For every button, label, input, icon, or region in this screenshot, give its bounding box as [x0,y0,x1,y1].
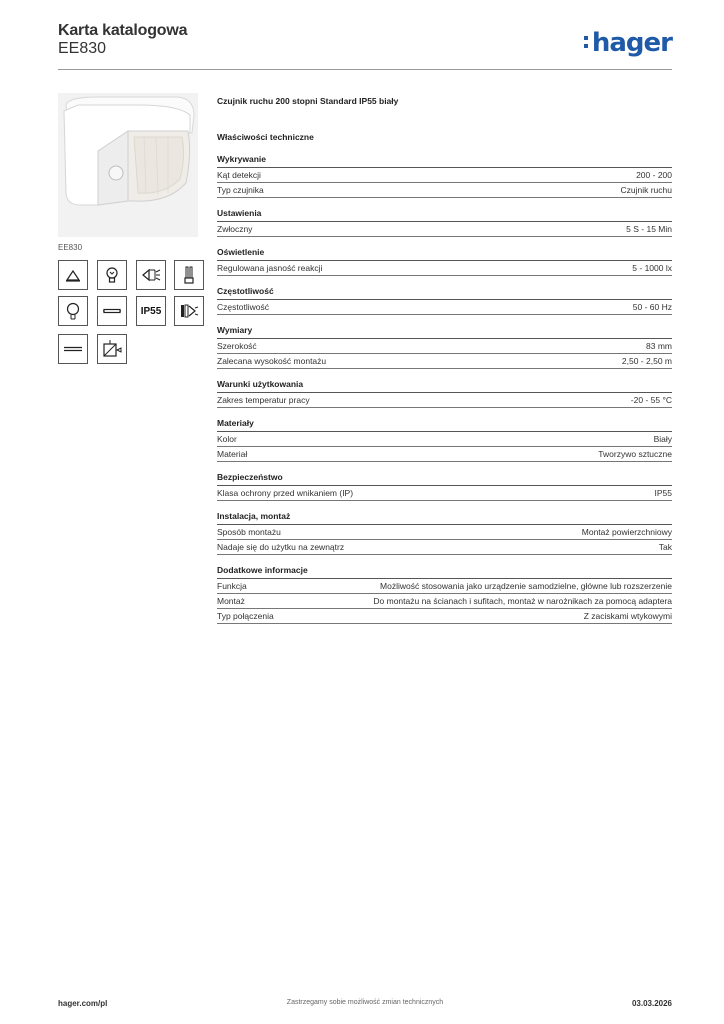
spec-row [217,579,672,594]
spec-value: Z zaciskami wtykowymi [583,611,672,621]
document-title: Karta katalogowa [58,22,188,39]
photo-caption: EE830 [58,243,83,252]
hager-logo [592,28,672,58]
fluorescent-lamp-icon [174,260,204,290]
spec-key: Zakres temperatur pracy [217,395,310,405]
spec-key: Typ czujnika [217,185,264,195]
spec-sections [217,154,672,624]
spec-section-title: Bezpieczeństwo [217,472,672,486]
spec-value: Możliwość stosowania jako urządzenie samodzielne, główne lub rozszerzenie [380,581,672,591]
spec-section-title: Warunki użytkowania [217,379,672,393]
spec-section-title: Ustawienia [217,208,672,222]
spec-value: 50 - 60 Hz [632,302,672,312]
spec-key: Klasa ochrony przed wnikaniem (IP) [217,488,354,498]
spec-key: Materiał [217,449,248,459]
spec-key: Częstotliwość [217,302,269,312]
spec-row [217,354,672,369]
spec-section [217,379,672,408]
page-header [58,22,672,70]
spec-row [217,339,672,354]
logo-dots [584,36,588,52]
spec-section-title: Oświetlenie [217,247,672,261]
footer-date: 03.03.2026 [631,999,672,1008]
spec-section-title: Częstotliwość [217,286,672,300]
spec-key: Sposób montażu [217,527,281,537]
logo-text: hager [591,28,672,58]
spec-section [217,154,672,198]
technical-specifications [217,96,672,634]
spec-row [217,540,672,555]
spec-key: Regulowana jasność reakcji [217,263,323,273]
spec-section-title: Materiały [217,418,672,432]
spec-section [217,472,672,501]
spec-value: 2,50 - 2,50 m [621,356,672,366]
spec-key: Zwłoczny [217,224,253,234]
spec-row [217,609,672,624]
spec-section-title: Instalacja, montaż [217,511,672,525]
ceiling-lamp-icon [58,260,88,290]
spec-value: Montaż powierzchniowy [581,527,672,537]
halogen-lamp-icon [136,260,166,290]
spec-section [217,247,672,276]
spec-row [217,393,672,408]
motor-load-icon [97,334,127,364]
spec-row [217,300,672,315]
spec-row [217,183,672,198]
spec-key: Typ połączenia [217,611,274,621]
spec-row [217,594,672,609]
spec-value: Do montażu na ścianach i sufitach, montaż w narożnikach za pomocą adaptera [373,596,672,606]
spec-value: 5 - 1000 lx [632,263,672,273]
spec-key: Kolor [217,434,237,444]
spec-row [217,261,672,276]
tube-lamp-icon [97,296,127,326]
spec-section-title: Wykrywanie [217,154,672,168]
footer-website: hager.com/pl [58,999,108,1008]
spec-row [217,486,672,501]
product-title: Czujnik ruchu 200 stopni Standard IP55 biały [217,96,399,106]
led-driver-icon [174,296,204,326]
spec-section [217,565,672,624]
spec-value: IP55 [654,488,672,498]
spec-row [217,447,672,462]
spec-value: 200 - 200 [636,170,672,180]
product-photo [58,93,198,237]
spec-row [217,222,672,237]
spec-section-title: Dodatkowe informacje [217,565,672,579]
spec-section [217,418,672,462]
incandescent-bulb-icon [58,296,88,326]
properties-heading: Właściwości techniczne [217,132,314,142]
linear-lamp-icon [58,334,88,364]
spec-value: Tak [658,542,672,552]
footer-disclaimer: Zastrzegamy sobie możliwość zmian technicznych [286,999,444,1006]
spec-key: Zalecana wysokość montażu [217,356,327,366]
spec-value: Biały [653,434,672,444]
spec-section-title: Wymiary [217,325,672,339]
spec-key: Funkcja [217,581,247,591]
spec-value: -20 - 55 °C [630,395,672,405]
ip55-rating-icon [136,296,166,326]
spec-section [217,511,672,555]
spec-row [217,525,672,540]
spec-section [217,286,672,315]
spec-row [217,168,672,183]
spec-value: Czujnik ruchu [620,185,672,195]
product-code: EE830 [58,40,107,57]
spec-value: Tworzywo sztuczne [598,449,672,459]
spec-key: Kąt detekcji [217,170,261,180]
spec-section [217,325,672,369]
spec-value: 83 mm [646,341,672,351]
ip55-rating-label: IP55 [140,305,162,317]
spec-key: Nadaje się do użytku na zewnątrz [217,542,345,552]
spec-key: Szerokość [217,341,257,351]
energy-saving-bulb-icon [97,260,127,290]
spec-section [217,208,672,237]
spec-key: Montaż [217,596,245,606]
spec-value: 5 S - 15 Min [626,224,672,234]
spec-row [217,432,672,447]
